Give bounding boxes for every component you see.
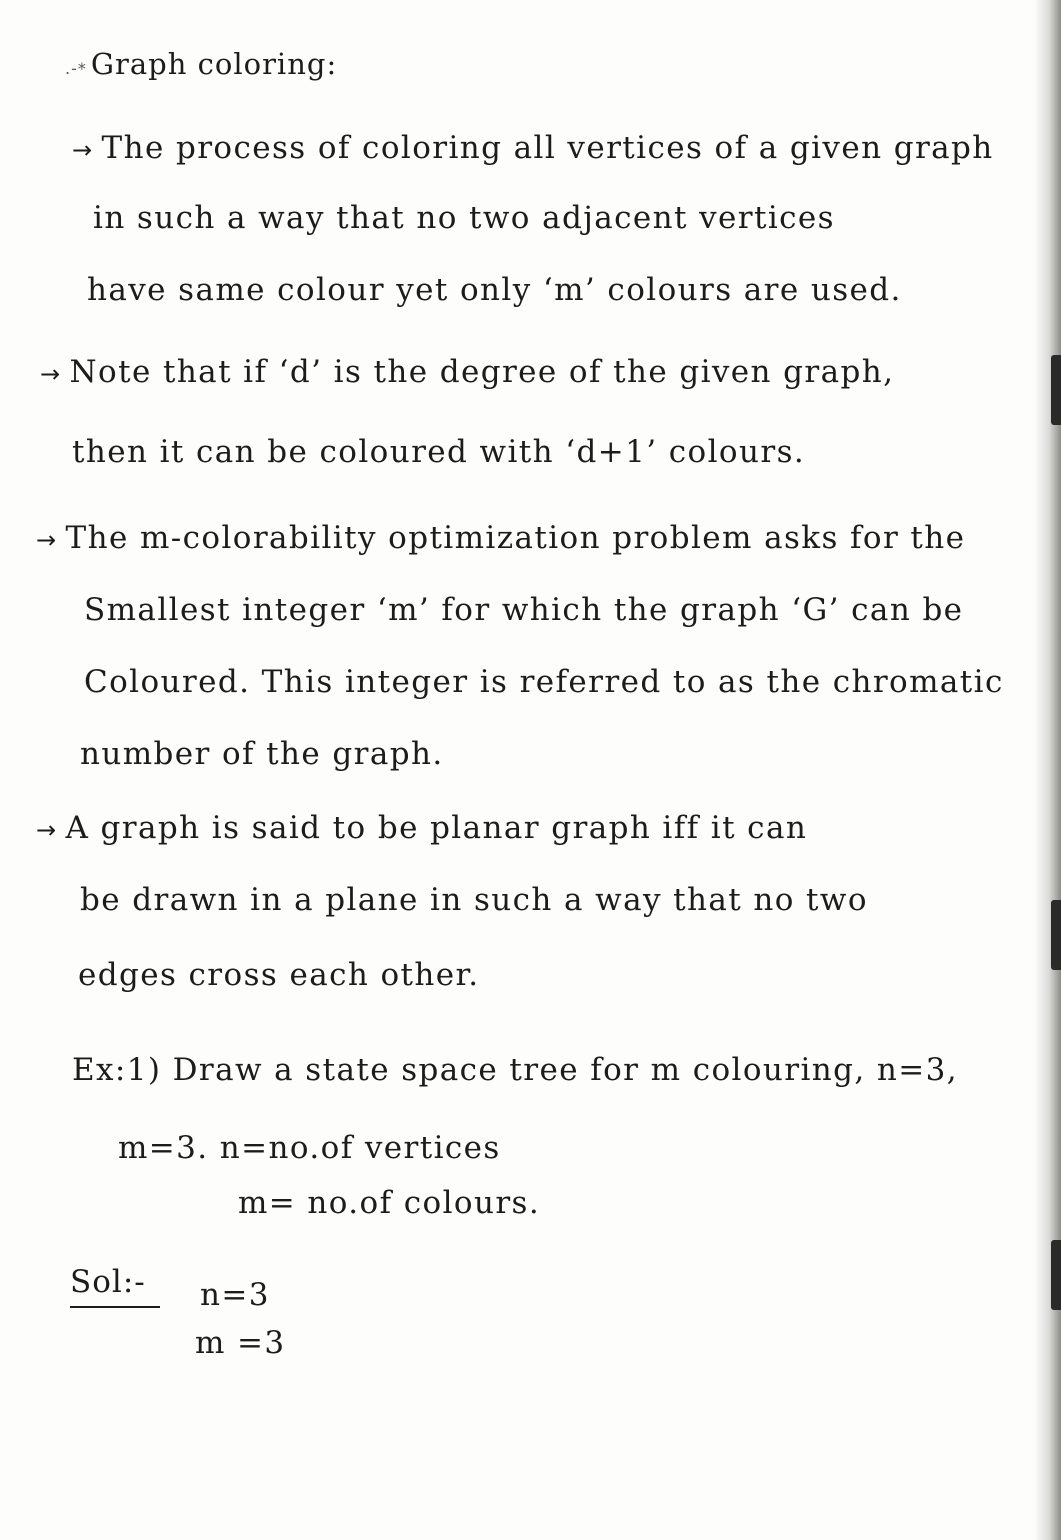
text-line: be drawn in a plane in such a way that no two xyxy=(80,882,868,918)
example-given: m=3. n=no.of vertices xyxy=(118,1130,501,1166)
solution-label: Sol:- xyxy=(70,1262,160,1308)
text-line: Smallest integer ‘m’ for which the graph ‘G’ can be xyxy=(84,592,964,628)
text-line: have same colour yet only ‘m’ colours are used. xyxy=(87,272,902,308)
text-line: then it can be coloured with ‘d+1’ colours. xyxy=(72,434,806,470)
solution-value: m =3 xyxy=(195,1325,286,1361)
binding-mark xyxy=(1051,355,1061,425)
text-line xyxy=(36,518,965,560)
binding-mark xyxy=(1051,1240,1061,1310)
paragraph-text: Note that if ‘d’ is the degree of the given graph, xyxy=(69,354,895,390)
example-question: Ex:1) Draw a state space tree for m colouring, n=3, xyxy=(72,1052,959,1088)
arrow-right-icon: → xyxy=(72,136,94,164)
arrow-right-icon: → xyxy=(36,526,58,554)
paragraph-text: A graph is said to be planar graph iff it can xyxy=(65,810,808,846)
paragraph-text: The m-colorability optimization problem asks for the xyxy=(65,520,966,556)
text-line: number of the graph. xyxy=(80,736,444,772)
page-title: Graph coloring: xyxy=(90,47,338,81)
text-line: edges cross each other. xyxy=(78,957,480,993)
binding-mark xyxy=(1051,900,1061,970)
text-line xyxy=(40,352,894,394)
page-heading-row xyxy=(65,44,337,89)
solution-value: n=3 xyxy=(200,1277,270,1313)
example-given: m= no.of colours. xyxy=(238,1185,541,1221)
arrow-right-icon: → xyxy=(36,816,58,844)
text-line xyxy=(36,808,807,850)
text-line xyxy=(72,128,994,170)
text-line: in such a way that no two adjacent vertices xyxy=(93,200,835,236)
text-line: Coloured. This integer is referred to as the chromatic xyxy=(84,664,1004,700)
paragraph-text: The process of coloring all vertices of a given graph xyxy=(101,130,994,166)
arrow-right-icon: → xyxy=(40,360,62,388)
asterisk-icon: .-* xyxy=(65,59,87,78)
